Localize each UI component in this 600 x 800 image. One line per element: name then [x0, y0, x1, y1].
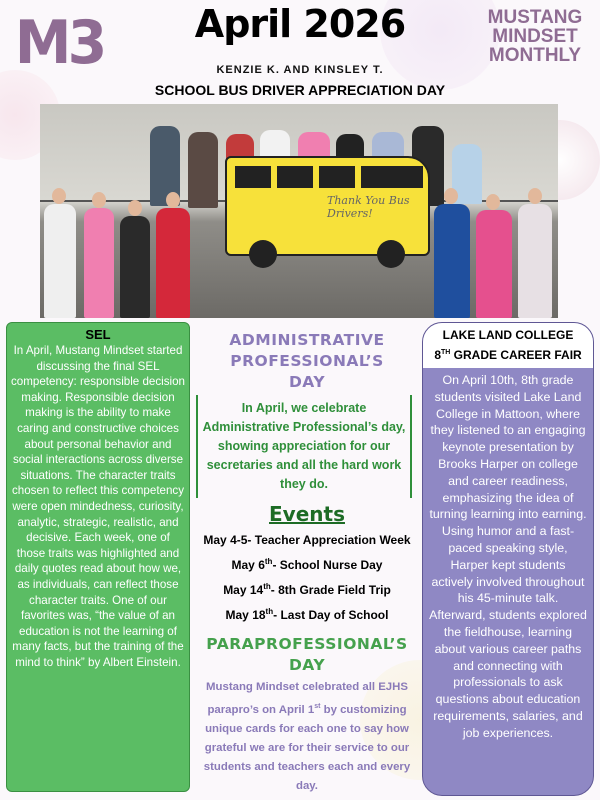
event-item: May 6th- School Nurse Day: [231, 557, 383, 572]
sel-body: In April, Mustang Mindset started discussing the final SEL competency: responsible decision making. Responsible decision making is the ability to make caring and constructive choices about personal behavior and social interactions across diverse situations. The character traits chosen to reflect this competency were open mindedness, curiosity, analytic, strategic, realistic, and decisive. Each week, one of those traits was highlighted and daily quotes read about how we, as individuals, can reflect those character traits. One of our favorites was, “the value of an education is not the learning of many facts, but the training of the mind to think” by Albert Einstein.: [11, 344, 186, 669]
para-body: Mustang Mindset celebrated all EJHS parapro’s on April 1st by customizing unique cards for each one to say how grateful we are for their service to our students and teachers each and every day.: [203, 681, 411, 792]
student-figure: [434, 204, 470, 318]
event-item: May 14th- 8th Grade Field Trip: [223, 582, 391, 597]
group-photo: [40, 104, 558, 318]
para-title: PARAPROFESSIONAL’S DAY: [206, 635, 408, 674]
brand-line: MINDSET: [492, 26, 578, 47]
authors-line: KENZIE K. AND KINSLEY T.: [216, 64, 384, 76]
admin-title: ADMINISTRATIVE PROFESSIONAL’S DAY: [229, 331, 385, 391]
cardboard-school-bus: [225, 156, 430, 256]
student-figure: [44, 204, 76, 318]
events-list: [196, 526, 418, 626]
brand-line: MUSTANG: [487, 7, 583, 28]
admin-body: In April, we celebrate Administrative Professional’s day, showing appreciation for our secretaries and all the hard work they do.: [196, 395, 412, 498]
student-figure: [120, 216, 150, 318]
student-figure: [84, 208, 114, 318]
events-title: Events: [269, 502, 345, 526]
career-fair-panel: [422, 322, 594, 796]
event-item: May 4-5- Teacher Appreciation Week: [203, 533, 411, 547]
newsletter-title: April 2026: [194, 2, 406, 46]
brand-name: [470, 8, 600, 65]
sel-title: SEL: [85, 327, 111, 342]
photo-caption-title: SCHOOL BUS DRIVER APPRECIATION DAY: [154, 82, 446, 98]
student-figure: [518, 204, 552, 318]
student-figure: [156, 208, 190, 318]
middle-column: [196, 330, 418, 796]
student-figure: [476, 210, 512, 318]
sel-panel: [6, 322, 190, 792]
brand-line: MONTHLY: [488, 45, 582, 66]
career-title: LAKE LAND COLLEGE 8TH GRADE CAREER FAIR: [423, 323, 593, 368]
m3-logo: M3: [14, 8, 104, 78]
career-body: On April 10th, 8th grade students visited Lake Land College in Mattoon, where they listened to an engaging keynote presentation by Brooks Harper on college and career readiness, emphasizing the idea of turning learning into earning. Using humor and a fast-paced speaking style, Harper kept students actively involved throughout his 45-minute talk. Afterward, students explored the fieldhouse, learning about various career paths and connecting with professionals to ask questions about education requirements, salaries, and job experiences.: [429, 373, 587, 740]
bus-note: Thank You Bus Drivers!: [327, 194, 410, 220]
student-figure: [188, 132, 218, 208]
event-item: May 18th- Last Day of School: [225, 607, 389, 622]
